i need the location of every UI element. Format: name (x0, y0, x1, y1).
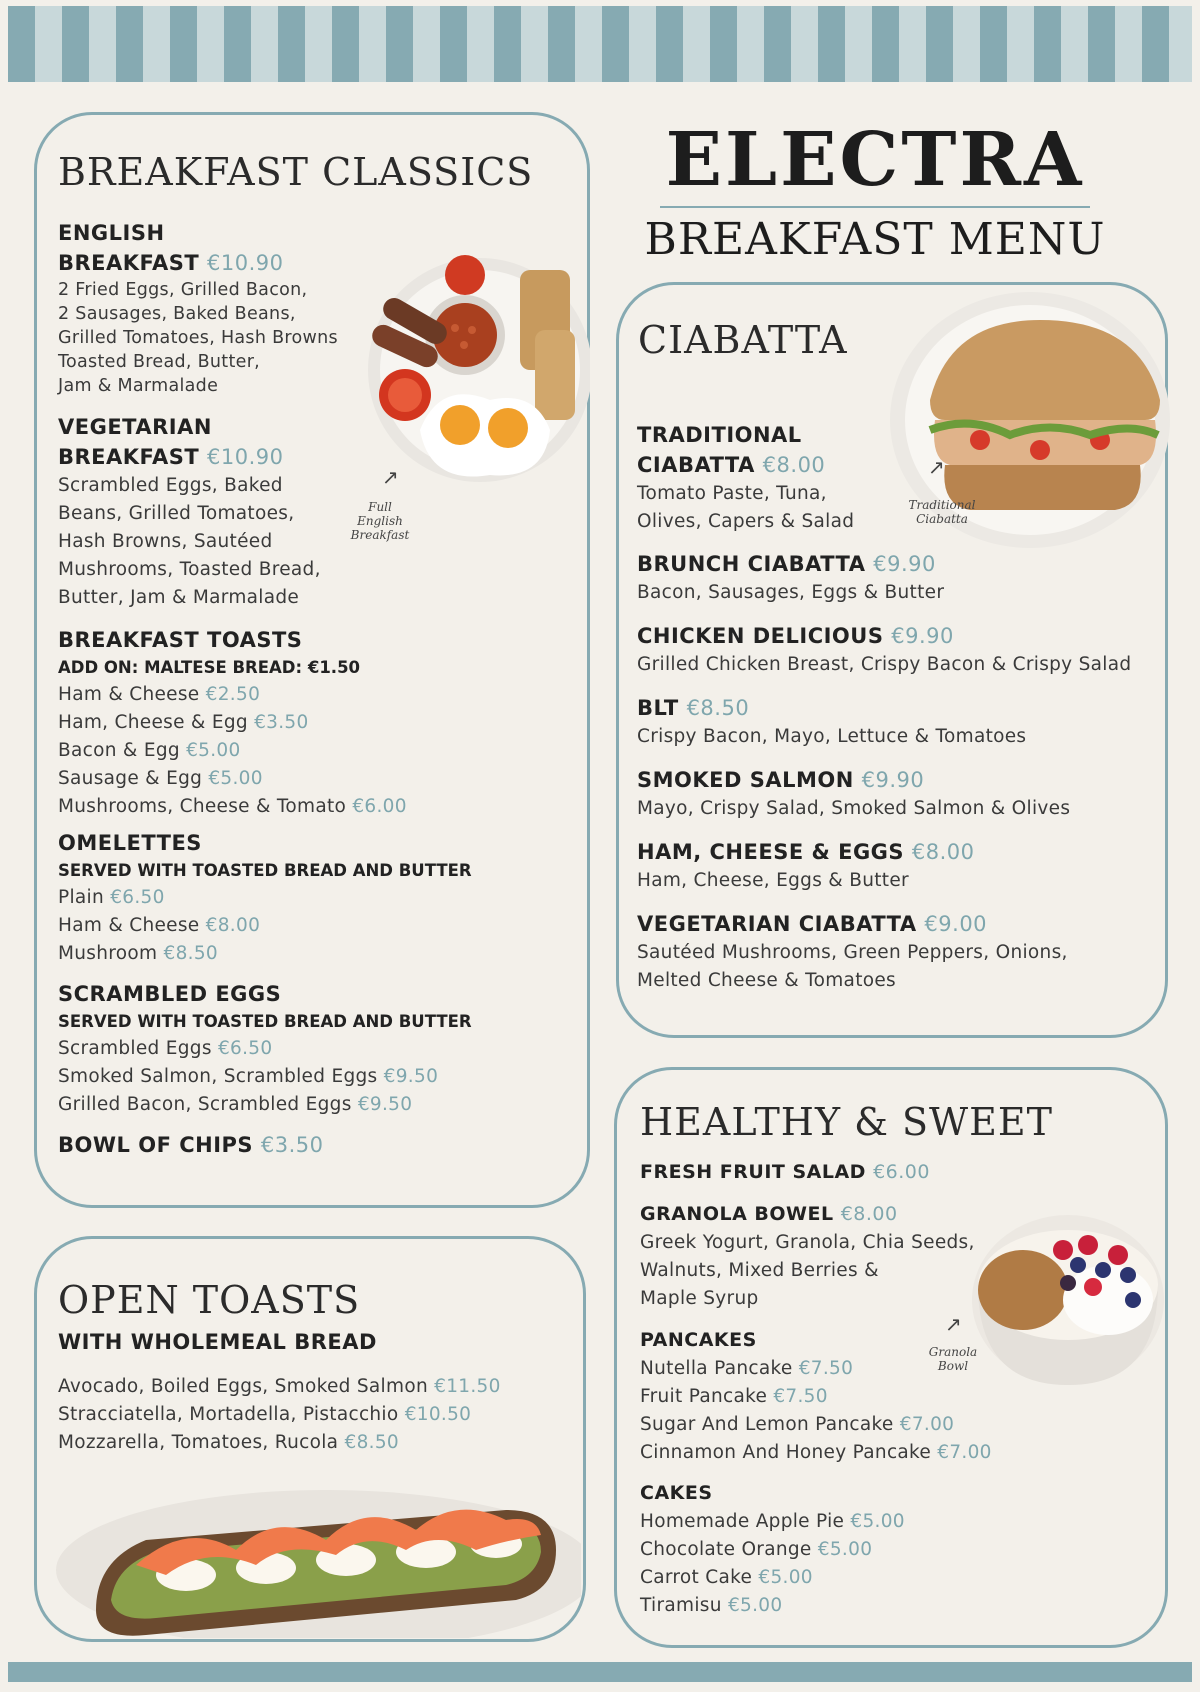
list-item (640, 1536, 905, 1564)
open-toasts-subtitle: WITH WHOLEMEAL BREAD (58, 1330, 377, 1354)
desc-line: Jam & Marmalade (58, 376, 219, 396)
item-name: BREAKFAST TOASTS (58, 628, 303, 652)
item-name: Grilled Bacon, Scrambled Eggs (58, 1094, 352, 1115)
item-price: €11.50 (434, 1376, 501, 1397)
item-name-price (637, 837, 1131, 867)
list-item (640, 1564, 905, 1592)
brand-header (640, 118, 1110, 266)
list-item (58, 709, 407, 737)
item-price: €9.90 (861, 768, 925, 792)
item-name-price (58, 442, 321, 472)
list-item (640, 1355, 992, 1383)
list-item (637, 909, 1131, 995)
item-name: Mushrooms, Cheese & Tomato (58, 796, 347, 817)
list-item (58, 1401, 501, 1429)
granola-arrow-icon: ↗ (945, 1312, 962, 1336)
item-name: Mozzarella, Tomatoes, Rucola (58, 1432, 339, 1453)
item-note: SERVED WITH TOASTED BREAD AND BUTTER (58, 1012, 472, 1031)
item-price: €2.50 (205, 684, 261, 705)
cakes-item (640, 1478, 905, 1620)
list-item (637, 765, 1131, 837)
list-item (58, 1429, 501, 1457)
item-name: Plain (58, 887, 104, 908)
list-item (640, 1592, 905, 1620)
open-toast-photo (36, 1460, 581, 1638)
desc-line: Olives, Capers & Salad (637, 511, 855, 532)
item-price: €5.00 (850, 1511, 905, 1532)
item-price: €8.00 (205, 915, 261, 936)
item-name-price (640, 1199, 975, 1229)
item-price: €3.50 (260, 1133, 324, 1157)
list-item (58, 765, 407, 793)
item-name-price (637, 765, 1131, 795)
item-price: €9.50 (357, 1094, 413, 1115)
item-addon: ADD ON: MALTESE BREAD: €1.50 (58, 658, 361, 677)
desc-line: Grilled Tomatoes, Hash Browns (58, 328, 338, 348)
item-name: CAKES (640, 1482, 713, 1504)
pancakes-item (640, 1325, 992, 1467)
item-name: SCRAMBLED EGGS (58, 982, 282, 1006)
item-name: BREAKFAST (58, 445, 200, 469)
item-name: Homemade Apple Pie (640, 1511, 845, 1532)
desc-line: 2 Fried Eggs, Grilled Bacon, (58, 280, 308, 300)
ciabatta-caption (902, 498, 982, 526)
list-item (640, 1439, 992, 1467)
list-item (640, 1383, 992, 1411)
ciabatta-title: CIABATTA (638, 318, 848, 362)
desc-line: Greek Yogurt, Granola, Chia Seeds, (640, 1232, 975, 1253)
item-name: Mushroom (58, 943, 158, 964)
item-name: Tiramisu (640, 1595, 722, 1616)
item-name: Chocolate Orange (640, 1539, 812, 1560)
item-price: €8.50 (163, 943, 218, 964)
item-price: €8.50 (344, 1432, 399, 1453)
item-name: VEGETARIAN (58, 415, 212, 439)
item-price: €3.50 (254, 712, 309, 733)
item-price: €9.00 (924, 912, 988, 936)
desc-line: Mushrooms, Toasted Bread, (58, 559, 321, 580)
item-name: Smoked Salmon, Scrambled Eggs (58, 1066, 378, 1087)
item-name: Ham, Cheese & Egg (58, 712, 255, 733)
item-name: BRUNCH CIABATTA (637, 552, 866, 576)
item-price: €7.50 (773, 1386, 828, 1407)
brand-divider (660, 206, 1090, 208)
list-item (637, 549, 1131, 621)
item-name: TRADITIONAL (637, 423, 802, 447)
list-item (640, 1411, 992, 1439)
item-name: PANCAKES (640, 1329, 757, 1351)
item-price: €6.50 (217, 1038, 273, 1059)
desc-line: Toasted Bread, Butter, (58, 352, 261, 372)
item-name: Scrambled Eggs (58, 1038, 212, 1059)
desc-line: Crispy Bacon, Mayo, Lettuce & Tomatoes (637, 726, 1027, 747)
item-name: CIABATTA (637, 453, 755, 477)
desc-line: Sautéed Mushrooms, Green Peppers, Onions, (637, 942, 1068, 963)
english-breakfast-item (58, 218, 338, 398)
item-price: €6.00 (873, 1161, 930, 1183)
ciabatta-arrow-icon: ↗ (928, 455, 945, 479)
item-name-price (637, 549, 1131, 579)
brand-name: ELECTRA (665, 117, 1085, 203)
item-name-price (637, 693, 1131, 723)
granola-bowel-item (640, 1199, 975, 1313)
item-price: €5.00 (727, 1595, 783, 1616)
open-toasts-list (58, 1373, 501, 1457)
item-name: Fruit Pancake (640, 1386, 768, 1407)
list-item (58, 1091, 472, 1119)
desc-line: Mayo, Crispy Salad, Smoked Salmon & Olives (637, 798, 1071, 819)
list-item (637, 621, 1131, 693)
caption-line: Full (368, 500, 392, 514)
desc-line: Butter, Jam & Marmalade (58, 587, 300, 608)
item-name: Ham & Cheese (58, 684, 206, 705)
item-name-price (637, 909, 1131, 939)
caption-line: Ciabatta (916, 512, 968, 526)
caption-line: English (357, 514, 403, 528)
item-name: VEGETARIAN CIABATTA (637, 912, 917, 936)
desc-line: 2 Sausages, Baked Beans, (58, 304, 296, 324)
item-price: €9.50 (383, 1066, 439, 1087)
item-name: Bacon & Egg (58, 740, 180, 761)
item-name-price (58, 248, 338, 278)
item-price: €9.90 (873, 552, 936, 576)
caption-line: Breakfast (350, 528, 410, 542)
desc-line: Grilled Chicken Breast, Crispy Bacon & Crispy Salad (637, 654, 1132, 675)
item-name: Ham & Cheese (58, 915, 200, 936)
list-item (58, 793, 407, 821)
desc-line: Walnuts, Mixed Berries & (640, 1260, 879, 1281)
item-price: €10.90 (207, 251, 284, 275)
item-name-price (637, 621, 1131, 651)
item-name: Cinnamon And Honey Pancake (640, 1442, 932, 1463)
item-name: BREAKFAST (58, 251, 200, 275)
item-price: €5.00 (817, 1539, 873, 1560)
list-item (637, 693, 1131, 765)
desc-line: Tomato Paste, Tuna, (637, 483, 827, 504)
item-price: €10.90 (207, 445, 284, 469)
item-name: FRESH FRUIT SALAD (640, 1161, 866, 1183)
item-name: SMOKED SALMON (637, 768, 854, 792)
healthy-sweet-title: HEALTHY & SWEET (640, 1100, 1053, 1144)
item-price: €7.00 (937, 1442, 992, 1463)
item-name: GRANOLA BOWEL (640, 1203, 834, 1225)
vegetarian-breakfast-item (58, 412, 321, 612)
item-price: €6.00 (352, 796, 407, 817)
item-price: €9.90 (891, 624, 954, 648)
item-name: Stracciatella, Mortadella, Pistacchio (58, 1404, 399, 1425)
list-item (58, 940, 472, 968)
list-item (58, 1373, 501, 1401)
item-description (58, 278, 338, 398)
item-name: Avocado, Boiled Eggs, Smoked Salmon (58, 1376, 428, 1397)
list-item (640, 1508, 905, 1536)
item-name: BLT (637, 696, 679, 720)
desc-line: Hash Browns, Sautéed (58, 531, 273, 552)
caption-line: Bowl (937, 1359, 969, 1373)
list-item (58, 1063, 472, 1091)
item-name: Sausage & Egg (58, 768, 203, 789)
scrambled-eggs-item (58, 979, 472, 1119)
caption-line: Traditional (908, 498, 976, 512)
item-price: €5.00 (208, 768, 263, 789)
item-price: €8.00 (762, 453, 826, 477)
item-name-price (637, 450, 854, 480)
fresh-fruit-salad-item (640, 1157, 930, 1187)
open-toasts-title: OPEN TOASTS (58, 1278, 361, 1322)
caption-line: Granola (928, 1345, 978, 1359)
item-price: €7.50 (798, 1358, 854, 1379)
item-name: CHICKEN DELICIOUS (637, 624, 884, 648)
item-price: €10.50 (404, 1404, 472, 1425)
list-item (58, 884, 472, 912)
english-breakfast-caption (340, 500, 420, 542)
item-name: Sugar And Lemon Pancake (640, 1414, 894, 1435)
item-price: €7.00 (899, 1414, 955, 1435)
desc-line: Scrambled Eggs, Baked (58, 475, 283, 496)
desc-line: Ham, Cheese, Eggs & Butter (637, 870, 909, 891)
item-price: €8.00 (911, 840, 975, 864)
item-price: €8.50 (686, 696, 750, 720)
list-item (58, 681, 407, 709)
item-price: €8.00 (840, 1203, 898, 1225)
item-price: €6.50 (110, 887, 165, 908)
item-name: Carrot Cake (640, 1567, 753, 1588)
list-item (58, 1035, 472, 1063)
list-item (58, 912, 472, 940)
striped-awning (8, 6, 1192, 82)
list-item (58, 737, 407, 765)
desc-line: Beans, Grilled Tomatoes, (58, 503, 295, 524)
ciabatta-list (637, 549, 1131, 995)
desc-line: Maple Syrup (640, 1288, 759, 1309)
breakfast-toasts-item (58, 625, 407, 821)
item-name: BOWL OF CHIPS (58, 1133, 254, 1157)
item-note: SERVED WITH TOASTED BREAD AND BUTTER (58, 861, 472, 880)
list-item (637, 837, 1131, 909)
item-name: HAM, CHEESE & EGGS (637, 840, 905, 864)
traditional-ciabatta-item (637, 420, 854, 536)
desc-line: Melted Cheese & Tomatoes (637, 970, 896, 991)
item-name: ENGLISH (58, 221, 165, 245)
bowl-of-chips-item (58, 1130, 323, 1160)
omelettes-item (58, 828, 472, 968)
desc-line: Bacon, Sausages, Eggs & Butter (637, 582, 945, 603)
item-name: Nutella Pancake (640, 1358, 793, 1379)
english-breakfast-arrow-icon: ↗ (382, 465, 399, 489)
item-price: €5.00 (186, 740, 241, 761)
bottom-border-bar (8, 1662, 1192, 1682)
item-price: €5.00 (758, 1567, 813, 1588)
menu-subtitle: BREAKFAST MENU (644, 214, 1106, 265)
item-name: OMELETTES (58, 831, 202, 855)
granola-bowl-photo (968, 1205, 1168, 1390)
breakfast-classics-title: BREAKFAST CLASSICS (58, 150, 534, 194)
